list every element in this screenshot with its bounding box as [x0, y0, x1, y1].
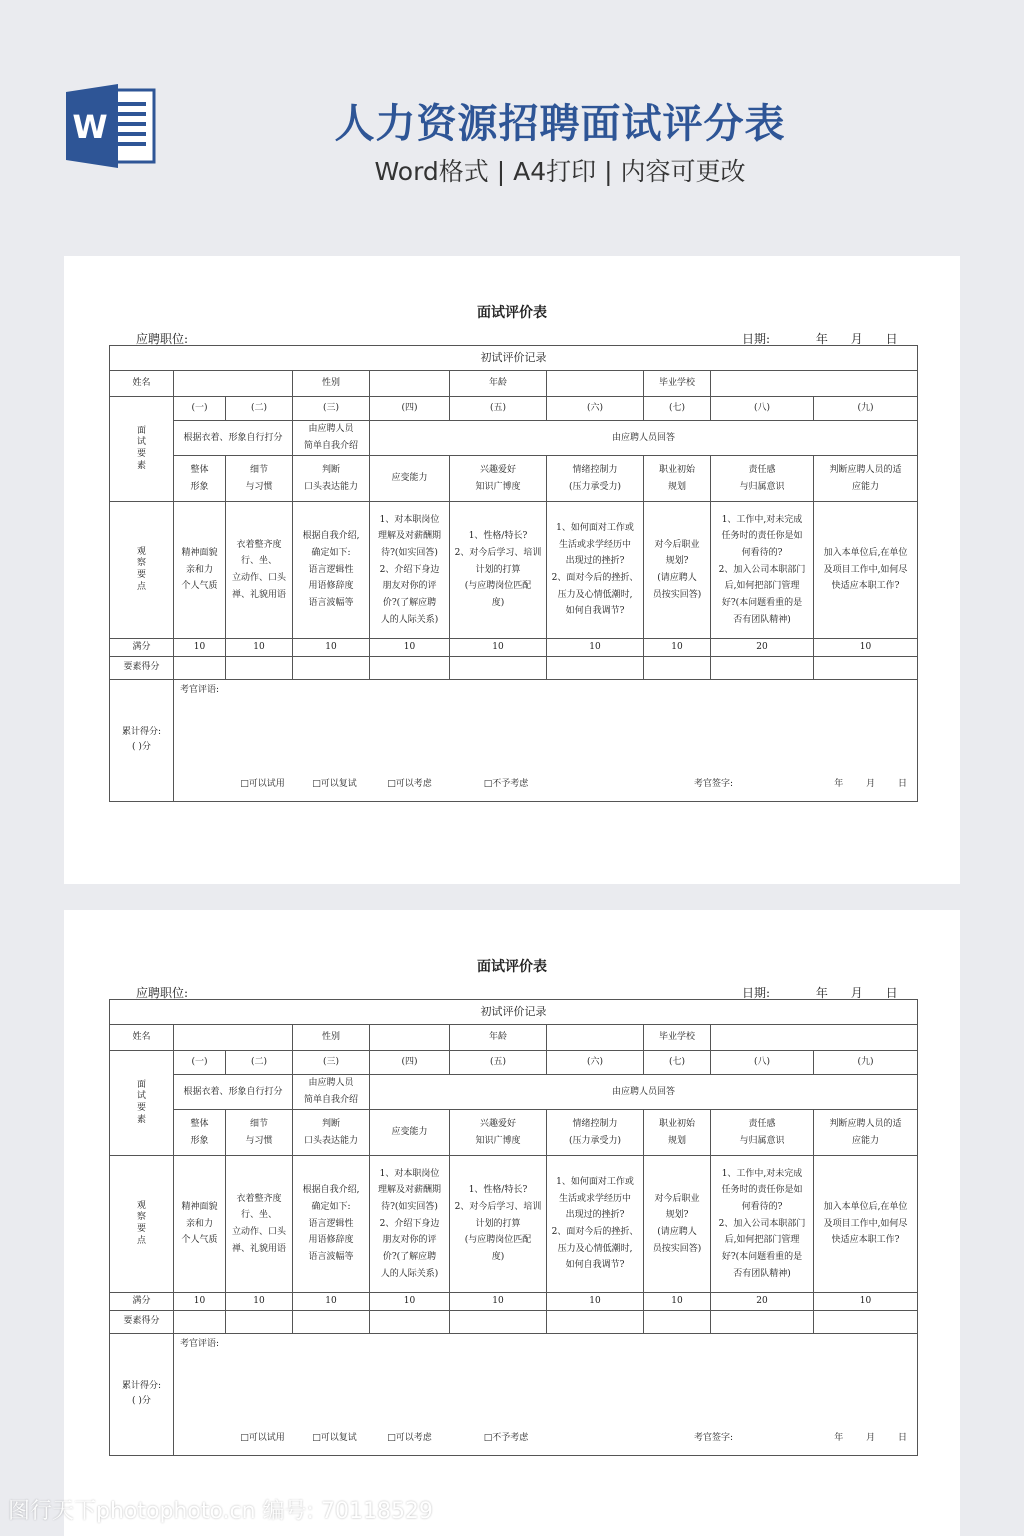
age-label: 年龄	[450, 1025, 547, 1051]
factor-name: 细节 与习惯	[226, 456, 293, 502]
factor-score-cell	[547, 1310, 644, 1333]
date-month: 月	[850, 332, 863, 346]
option-retest[interactable]: □可以复试	[312, 1433, 357, 1443]
factor-name: 责任感 与归属意识	[711, 1110, 814, 1156]
factor-number: (六)	[547, 1051, 644, 1075]
factor-name: 细节 与习惯	[226, 1110, 293, 1156]
factor-name: 判断应聘人员的适 应能力	[814, 1110, 918, 1156]
full-score: 10	[644, 1293, 711, 1311]
observation-text: 1、对本职岗位 理解及对薪酬期 待?(如实回答) 2、介绍下身边 朋友对你的评 价?(了解应聘 人的人际关系)	[370, 502, 450, 639]
full-score: 10	[226, 639, 293, 657]
factor-score-cell	[370, 1310, 450, 1333]
factor-number: (一)	[174, 397, 226, 421]
total-score-label: 累计得分: ( )分	[110, 679, 174, 801]
option-trial[interactable]: □可以试用	[240, 1433, 285, 1443]
observation-text: 对今后职业 规划? (请应聘人 员按实回答)	[644, 502, 711, 639]
full-score: 10	[226, 1293, 293, 1311]
observation-text: 1、如何面对工作或 生活或求学经历中 出现过的挫折? 2、面对今后的挫折、 压力及心情低潮时, 如何自我调节?	[547, 1156, 644, 1293]
factor-score-cell	[226, 1310, 293, 1333]
factor-number: (五)	[450, 397, 547, 421]
factors-label: 面 试 要 素	[110, 1051, 174, 1156]
comment-cell	[174, 1333, 918, 1455]
factor-name: 情绪控制力 (压力承受力)	[547, 456, 644, 502]
observation-text: 1、工作中,对未完成 任务时的责任你是如 何看待的? 2、加入公司本职部门 后,如何把部门管理 好?(本问题看重的是 否有团队精神)	[711, 502, 814, 639]
factor-score-cell	[644, 1310, 711, 1333]
school-label: 毕业学校	[644, 371, 711, 397]
signature-date: 年 月 日	[834, 779, 907, 789]
observe-label: 观 察 要 点	[110, 1156, 174, 1293]
group-answer: 由应聘人员回答	[370, 421, 918, 456]
factor-score-cell	[174, 656, 226, 679]
name-label: 姓名	[110, 371, 174, 397]
doc-title: 面试评价表	[477, 305, 547, 321]
factor-name: 整体 形象	[174, 1110, 226, 1156]
date-day: 日	[885, 986, 898, 1000]
observation-text: 根据自我介绍, 确定如下: 语言逻辑性 用语修辞度 语言波幅等	[293, 502, 370, 639]
full-score: 20	[711, 639, 814, 657]
section-title: 初试评价记录	[110, 1000, 918, 1025]
observation-text: 根据自我介绍, 确定如下: 语言逻辑性 用语修辞度 语言波幅等	[293, 1156, 370, 1293]
observation-text: 1、对本职岗位 理解及对薪酬期 待?(如实回答) 2、介绍下身边 朋友对你的评 价?(了解应聘 人的人际关系)	[370, 1156, 450, 1293]
banner	[0, 0, 1024, 230]
full-score: 10	[644, 639, 711, 657]
gender-value	[370, 1025, 450, 1051]
factor-number: (八)	[711, 1051, 814, 1075]
age-label: 年龄	[450, 371, 547, 397]
factor-name: 应变能力	[370, 456, 450, 502]
observation-text: 加入本单位后,在单位 及项目工作中,如何尽 快适应本职工作?	[814, 1156, 918, 1293]
full-score-label: 满分	[110, 1293, 174, 1311]
factor-number: (四)	[370, 1051, 450, 1075]
factor-number: (二)	[226, 1051, 293, 1075]
signature-label: 考官签字:	[693, 1433, 734, 1443]
full-score: 10	[450, 1293, 547, 1311]
full-score: 10	[174, 1293, 226, 1311]
factor-score-cell	[174, 1310, 226, 1333]
observation-text: 精神面貌 亲和力 个人气质	[174, 1156, 226, 1293]
group-self-intro: 由应聘人员 简单自我介绍	[293, 1075, 370, 1110]
observation-text: 1、性格/特长? 2、对今后学习、培训 计划的打算 (与应聘岗位匹配 度)	[450, 1156, 547, 1293]
factor-score-cell	[293, 656, 370, 679]
document-page-1	[64, 256, 960, 884]
evaluation-table	[109, 999, 918, 1456]
factor-number: (五)	[450, 1051, 547, 1075]
factor-score-cell	[450, 656, 547, 679]
factor-score-cell	[547, 656, 644, 679]
factor-name: 判断 口头表达能力	[293, 456, 370, 502]
factor-number: (九)	[814, 397, 918, 421]
date-day: 日	[885, 332, 898, 346]
full-score: 10	[814, 1293, 918, 1311]
date-month: 月	[850, 986, 863, 1000]
evaluation-table	[109, 345, 918, 802]
gender-value	[370, 371, 450, 397]
gender-label: 性别	[293, 1025, 370, 1051]
doc-title: 面试评价表	[477, 959, 547, 975]
group-by-look: 根据衣着、形象自行打分	[174, 1075, 293, 1110]
factor-score-cell	[814, 656, 918, 679]
decision-options	[180, 1430, 910, 1447]
signature-date: 年 月 日	[834, 1433, 907, 1443]
date-year: 年	[815, 986, 828, 1000]
date-year: 年	[815, 332, 828, 346]
name-label: 姓名	[110, 1025, 174, 1051]
word-logo-icon	[66, 84, 156, 168]
signature-label: 考官签字:	[693, 779, 734, 789]
factor-name: 判断 口头表达能力	[293, 1110, 370, 1156]
factor-name: 职业初始 规划	[644, 456, 711, 502]
option-reject[interactable]: □不予考虑	[483, 779, 529, 789]
factor-score-cell	[711, 1310, 814, 1333]
full-score: 20	[711, 1293, 814, 1311]
school-label: 毕业学校	[644, 1025, 711, 1051]
factor-number: (六)	[547, 397, 644, 421]
section-title: 初试评价记录	[110, 346, 918, 371]
school-value	[711, 371, 918, 397]
observation-text: 1、如何面对工作或 生活或求学经历中 出现过的挫折? 2、面对今后的挫折、 压力及心情低潮时, 如何自我调节?	[547, 502, 644, 639]
full-score: 10	[370, 639, 450, 657]
factor-score-cell	[450, 1310, 547, 1333]
factor-number: (二)	[226, 397, 293, 421]
factor-score-cell	[814, 1310, 918, 1333]
full-score-label: 满分	[110, 639, 174, 657]
age-value	[547, 1025, 644, 1051]
gender-label: 性别	[293, 371, 370, 397]
comment-label: 考官评语:	[180, 684, 220, 695]
factor-name: 整体 形象	[174, 456, 226, 502]
option-retest[interactable]: □可以复试	[312, 779, 357, 789]
group-answer: 由应聘人员回答	[370, 1075, 918, 1110]
factor-name: 兴趣爱好 知识广博度	[450, 1110, 547, 1156]
watermark: 图行天下photophoto.cn 编号: 70118529	[8, 1499, 433, 1524]
position-label: 应聘职位:	[136, 986, 189, 1000]
full-score: 10	[293, 639, 370, 657]
factor-score-label: 要素得分	[110, 656, 174, 679]
observe-label: 观 察 要 点	[110, 502, 174, 639]
factor-name: 判断应聘人员的适 应能力	[814, 456, 918, 502]
school-value	[711, 1025, 918, 1051]
full-score: 10	[370, 1293, 450, 1311]
age-value	[547, 371, 644, 397]
document-page-2	[64, 910, 960, 1536]
date-label: 日期:	[742, 986, 771, 1000]
factor-number: (三)	[293, 397, 370, 421]
observation-text: 精神面貌 亲和力 个人气质	[174, 502, 226, 639]
factor-number: (一)	[174, 1051, 226, 1075]
factor-number: (九)	[814, 1051, 918, 1075]
position-label: 应聘职位:	[136, 332, 189, 346]
factor-number: (三)	[293, 1051, 370, 1075]
factor-number: (四)	[370, 397, 450, 421]
factor-name: 应变能力	[370, 1110, 450, 1156]
decision-options	[180, 776, 910, 793]
factor-score-cell	[644, 656, 711, 679]
group-self-intro: 由应聘人员 简单自我介绍	[293, 421, 370, 456]
factor-score-cell	[711, 656, 814, 679]
main-title: 人力资源招聘面试评分表	[334, 101, 786, 147]
option-consider[interactable]: □可以考虑	[387, 1433, 432, 1443]
option-reject[interactable]: □不予考虑	[483, 1433, 529, 1443]
observation-text: 衣着整齐度 行、坐、 立动作、口头 禅、礼貌用语	[226, 1156, 293, 1293]
option-trial[interactable]: □可以试用	[240, 779, 285, 789]
full-score: 10	[547, 1293, 644, 1311]
group-by-look: 根据衣着、形象自行打分	[174, 421, 293, 456]
factor-number: (七)	[644, 397, 711, 421]
factor-number: (七)	[644, 1051, 711, 1075]
factor-name: 兴趣爱好 知识广博度	[450, 456, 547, 502]
factor-score-label: 要素得分	[110, 1310, 174, 1333]
full-score: 10	[174, 639, 226, 657]
full-score: 10	[450, 639, 547, 657]
observation-text: 1、性格/特长? 2、对今后学习、培训 计划的打算 (与应聘岗位匹配 度)	[450, 502, 547, 639]
factor-number: (八)	[711, 397, 814, 421]
observation-text: 1、工作中,对未完成 任务时的责任你是如 何看待的? 2、加入公司本职部门 后,如何把部门管理 好?(本问题看重的是 否有团队精神)	[711, 1156, 814, 1293]
factor-name: 情绪控制力 (压力承受力)	[547, 1110, 644, 1156]
factor-score-cell	[370, 656, 450, 679]
factor-name: 职业初始 规划	[644, 1110, 711, 1156]
comment-label: 考官评语:	[180, 1338, 220, 1349]
total-score-label: 累计得分: ( )分	[110, 1333, 174, 1455]
name-value	[174, 371, 293, 397]
comment-cell	[174, 679, 918, 801]
full-score: 10	[814, 639, 918, 657]
factors-label: 面 试 要 素	[110, 397, 174, 502]
full-score: 10	[293, 1293, 370, 1311]
full-score: 10	[547, 639, 644, 657]
sub-title: Word格式 | A4打印 | 内容可更改	[374, 157, 746, 186]
factor-score-cell	[293, 1310, 370, 1333]
factor-name: 责任感 与归属意识	[711, 456, 814, 502]
observation-text: 加入本单位后,在单位 及项目工作中,如何尽 快适应本职工作?	[814, 502, 918, 639]
option-consider[interactable]: □可以考虑	[387, 779, 432, 789]
observation-text: 衣着整齐度 行、坐、 立动作、口头 禅、礼貌用语	[226, 502, 293, 639]
name-value	[174, 1025, 293, 1051]
date-label: 日期:	[742, 332, 771, 346]
observation-text: 对今后职业 规划? (请应聘人 员按实回答)	[644, 1156, 711, 1293]
factor-score-cell	[226, 656, 293, 679]
logo-letter: W	[72, 108, 108, 146]
